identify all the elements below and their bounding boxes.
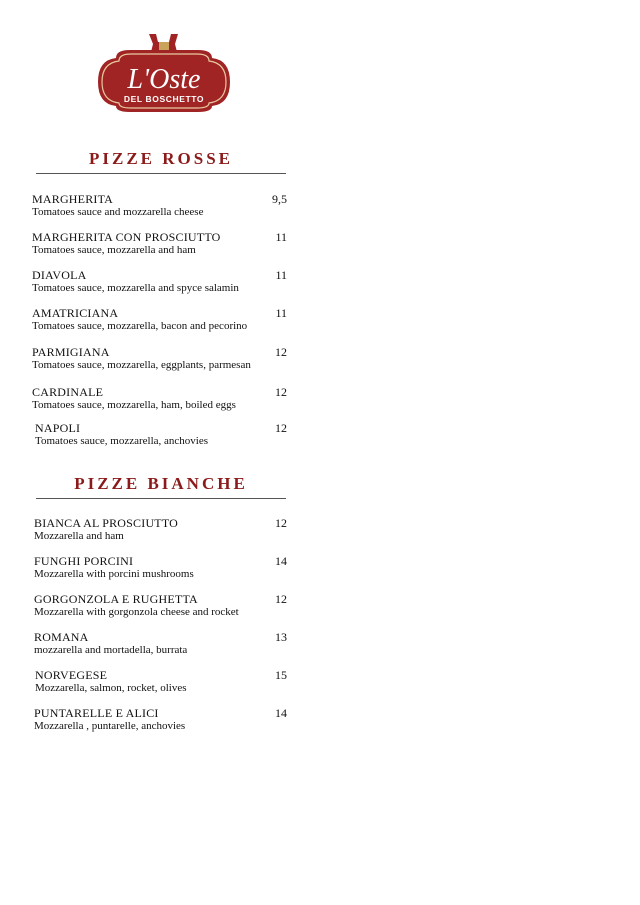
item-description: Mozzarella, salmon, rocket, olives bbox=[35, 682, 187, 694]
section-divider bbox=[36, 498, 286, 499]
menu-item bbox=[32, 192, 290, 219]
item-description: Mozzarella with porcini mushrooms bbox=[34, 568, 194, 580]
item-description: Mozzarella and ham bbox=[34, 530, 124, 542]
menu-item bbox=[32, 385, 290, 412]
item-name: CARDINALE bbox=[32, 385, 104, 399]
menu-item bbox=[34, 554, 290, 581]
item-price: 12 bbox=[275, 516, 287, 530]
item-description: Mozzarella , puntarelle, anchovies bbox=[34, 720, 186, 732]
item-name: BIANCA AL PROSCIUTTO bbox=[34, 516, 179, 530]
menu-item bbox=[32, 306, 290, 333]
item-name: PARMIGIANA bbox=[32, 345, 110, 359]
item-price: 11 bbox=[275, 230, 287, 244]
menu-item bbox=[34, 630, 290, 657]
section-title-pizze-bianche: PIZZE BIANCHE bbox=[74, 474, 248, 493]
item-description: Tomatoes sauce, mozzarella, eggplants, parmesan bbox=[32, 359, 251, 371]
menu-item bbox=[34, 592, 290, 619]
section-title-pizze-rosse: PIZZE ROSSE bbox=[88, 149, 233, 168]
item-price: 12 bbox=[275, 345, 287, 359]
item-price: 12 bbox=[275, 421, 287, 435]
item-description: Tomatoes sauce and mozzarella cheese bbox=[32, 206, 204, 218]
menu-item bbox=[35, 668, 290, 695]
menu-item bbox=[34, 706, 290, 733]
item-name: FUNGHI PORCINI bbox=[34, 554, 134, 568]
item-price: 13 bbox=[275, 630, 287, 644]
section-divider bbox=[36, 173, 286, 174]
item-price: 12 bbox=[275, 592, 287, 606]
item-price: 14 bbox=[275, 706, 287, 720]
menu-item bbox=[32, 230, 290, 257]
item-name: MARGHERITA bbox=[32, 192, 114, 206]
item-name: NORVEGESE bbox=[35, 668, 108, 682]
logo-subtitle: DEL BOSCHETTO bbox=[123, 94, 205, 104]
item-price: 15 bbox=[275, 668, 287, 682]
item-description: Tomatoes sauce, mozzarella, ham, boiled eggs bbox=[32, 399, 236, 411]
item-name: ROMANA bbox=[34, 630, 89, 644]
item-price: 14 bbox=[275, 554, 287, 568]
item-name: PUNTARELLE E ALICI bbox=[34, 706, 159, 720]
item-name: DIAVOLA bbox=[32, 268, 87, 282]
logo-title: L'Oste bbox=[127, 64, 201, 95]
item-description: Tomatoes sauce, mozzarella and ham bbox=[32, 244, 196, 256]
item-description: Tomatoes sauce, mozzarella, anchovies bbox=[35, 435, 209, 447]
item-description: Tomatoes sauce, mozzarella and spyce salamin bbox=[32, 282, 239, 294]
menu-item bbox=[32, 268, 290, 295]
item-price: 12 bbox=[275, 385, 287, 399]
item-price: 11 bbox=[275, 268, 287, 282]
item-description: Mozzarella with gorgonzola cheese and rocket bbox=[34, 606, 239, 618]
item-name: MARGHERITA CON PROSCIUTTO bbox=[32, 230, 221, 244]
menu-item bbox=[32, 345, 290, 372]
menu-item bbox=[35, 421, 290, 448]
item-price: 9,5 bbox=[272, 192, 287, 206]
restaurant-logo bbox=[96, 30, 232, 114]
wine-bottles-icon bbox=[149, 34, 178, 52]
item-price: 11 bbox=[275, 306, 287, 320]
item-name: AMATRICIANA bbox=[32, 306, 119, 320]
menu-item bbox=[34, 516, 290, 543]
item-description: Tomatoes sauce, mozzarella, bacon and pecorino bbox=[32, 320, 248, 332]
item-name: NAPOLI bbox=[35, 421, 81, 435]
item-name: GORGONZOLA E RUGHETTA bbox=[34, 592, 198, 606]
item-description: mozzarella and mortadella, burrata bbox=[34, 644, 188, 656]
